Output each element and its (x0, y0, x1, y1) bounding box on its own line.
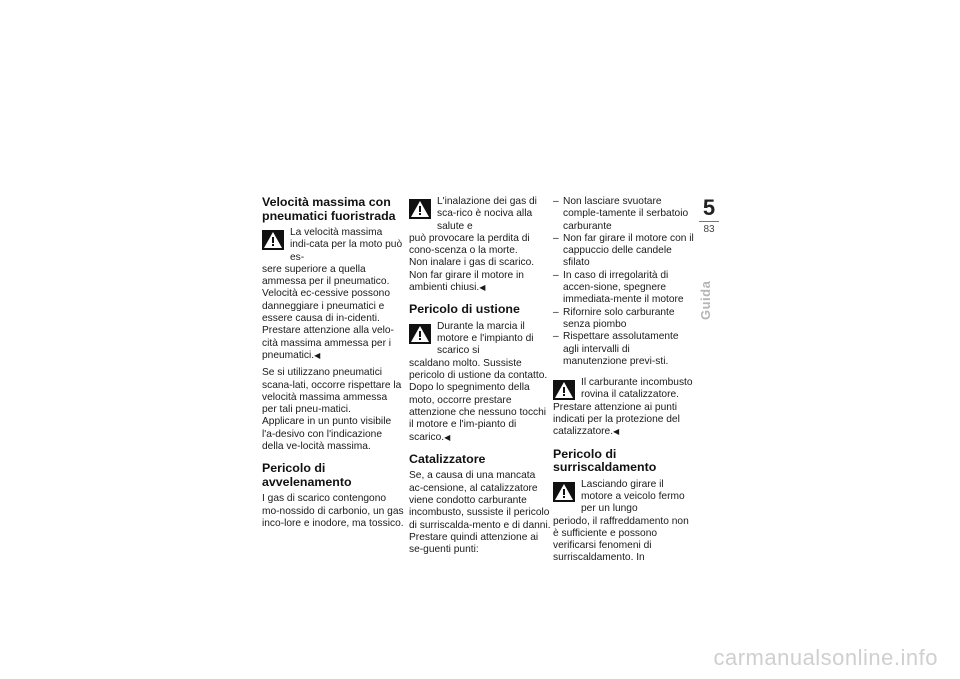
warning-triangle-icon (262, 230, 284, 250)
warning-text-start: La velocità massima indi-cata per la moto può es- (290, 227, 403, 263)
column-1 (262, 196, 404, 530)
warning-max-speed (262, 227, 404, 362)
warning-triangle-icon (553, 380, 575, 400)
heading-catalyst: Catalizzatore (409, 451, 486, 466)
list-item: – Non far girare il motore con il cappuccio delle candele sfilato (553, 233, 695, 270)
warning-triangle-icon (553, 482, 575, 502)
heading-poisoning: Pericolo di avvelenamento (262, 461, 352, 489)
chapter-divider (699, 221, 719, 222)
warning-triangle-icon (409, 199, 431, 219)
end-mark: ◀ (444, 432, 451, 442)
end-mark: ◀ (479, 283, 486, 293)
heading-burn: Pericolo di ustione (409, 302, 520, 317)
list-item: – In caso di irregolarità di accen-sione, spegnere immediata-mente il motore (553, 270, 695, 307)
warning-catalyst (553, 377, 695, 438)
warning-text-rest: scaldano molto. Sussiste pericolo di ustione da contatto. (409, 357, 548, 382)
paragraph: Prestare quindi attenzione ai se-guenti punti: (409, 531, 539, 556)
warning-exhaust-gas (409, 196, 551, 294)
paragraph: Se, a causa di una mancata ac-censione, al catalizzatore viene condotto carburante incombusto, sussiste il pericolo di surriscalda-mento e di danni. (409, 470, 551, 531)
chapter-marker (697, 196, 721, 236)
warning-instruction: Non inalare i gas di scarico. Non far girare il motore in ambienti chiusi.◀ (409, 257, 535, 294)
warning-text-start: L'inalazione dei gas di sca-rico è nociva alla salute e (437, 196, 537, 232)
warning-text-start: Durante la marcia il motore e l'impianto di scarico si (437, 320, 534, 357)
paragraph: Applicare in un punto visibile l'a-desivo con l'indicazione della ve-locità massima. (262, 416, 392, 453)
paragraph: Se si utilizzano pneumatici scana-lati, occorre rispettare la velocità massima ammessa per tali pneu-matici. (262, 367, 402, 416)
warning-burn (409, 321, 551, 444)
warning-text-rest: può provocare la perdita di cono-scenza o la morte. (409, 232, 530, 257)
warning-text-rest: sere superiore a quella ammessa per il pneumatico. Velocità ec-cessive possono danneggiare i pneumatici e essere causa di in-cidenti. (262, 263, 390, 325)
warning-instruction: Prestare attenzione alla velo-cità massima ammessa per i pneumatici.◀ (262, 325, 394, 361)
warning-text-start: Il carburante incombusto rovina il catalizzatore. (581, 377, 693, 401)
column-3 (553, 196, 695, 565)
warning-overheating (553, 479, 695, 565)
heading-max-speed: Velocità massima con pneumatici fuoristrada (262, 195, 396, 223)
catalyst-list (553, 196, 695, 368)
chapter-number: 5 (702, 195, 716, 220)
list-item: – Rispettare assolutamente agli intervalli di manutenzione previ-sti. (553, 331, 695, 368)
chapter-label: Guida (698, 280, 713, 320)
warning-instruction: Dopo lo spegnimento della moto, occorre prestare attenzione che nessuno tocchi il motore e l'im-pianto di scarico.◀ (409, 382, 547, 443)
end-mark: ◀ (314, 350, 321, 360)
paragraph: I gas di scarico contengono mo-nossido di carbonio, un gas inco-lore e inodore, ma tossico. (262, 493, 404, 529)
watermark: carmanualsonline.info (713, 645, 938, 670)
list-item: – Non lasciare svuotare comple-tamente il serbatoio carburante (553, 196, 695, 233)
warning-triangle-icon (409, 324, 431, 344)
warning-text-start: Lasciando girare il motore a veicolo fermo per un lungo (581, 478, 685, 515)
warning-text-rest: periodo, il raffreddamento non è sufficiente e possono verificarsi fenomeni di surriscaldamento. In (553, 515, 689, 564)
warning-instruction: Prestare attenzione ai punti indicati per la protezione del catalizzatore.◀ (553, 401, 680, 438)
heading-overheating: Pericolo di surriscaldamento (553, 446, 657, 475)
end-mark: ◀ (613, 427, 620, 437)
column-2 (409, 196, 551, 556)
list-item: – Rifornire solo carburante senza piombo (553, 307, 695, 332)
page-number: 83 (703, 224, 715, 235)
